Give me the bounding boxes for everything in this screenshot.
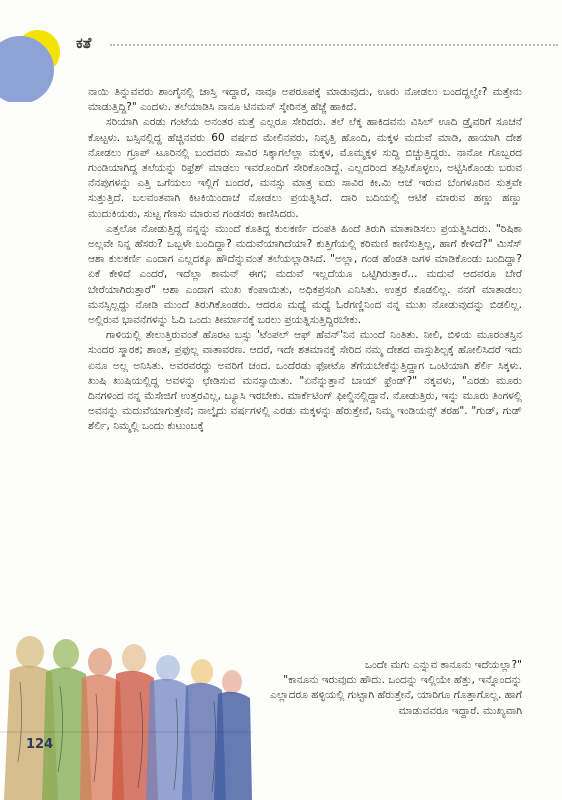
section-label: ಕತೆ xyxy=(76,34,92,52)
story-body-narrow xyxy=(247,658,522,719)
decorative-circles-icon xyxy=(0,22,70,102)
paragraph: ಎತ್ತಲೋ ನೋಡುತ್ತಿದ್ದ ನನ್ನನ್ನು ಮುಂದೆ ಕೂತಿದ್ದ ಕುಲಕರ್ಣಿ ದಂಪತಿ ಹಿಂದೆ ತಿರುಗಿ ಮಾತಾಡಿಸಲು ಪ್ರಯತ್ನಿಸಿದರು. "ರಿಷಿಕಾ ಅಲ್ಲವೇ ನಿನ್ನ ಹೆಸರು? ಒಬ್ಬಳೇ ಬಂದಿದ್ದಾ? ಮದುವೆಯಾಗಿದೆಯಾ? ಕುತ್ತಿಗೆಯಲ್ಲಿ ಕರಿಮಣಿ ಕಾಣಿಸುತ್ತಿಲ್ಲ, ಹಾಗೆ ಕೇಳಿದೆ?" ಮಿಸೆಸ್ ಆಶಾ ಕುಲಕರ್ಣಿ ಎಂದಾಗ ಎಲ್ಲದಕ್ಕೂ ಹೌದೆನ್ನುವಂತೆ ತಲೆಯಲ್ಲಾಡಿಸಿದೆ. "ಅಲ್ಲಾ, ಗಂಡ ಹೆಂಡತಿ ಜಗಳ ಮಾಡಿಕೊಂಡು ಬಂದಿದ್ದಾ? ಏಕೆ ಕೇಳಿದೆ ಎಂದರೆ, ಇದೆಲ್ಲಾ ಕಾಮನ್ ಈಗ; ಮದುವೆ ಇಲ್ಲದೆಯೂ ಒಟ್ಟಿಗಿರುತ್ತಾರೆ... ಮದುವೆ ಆದವರೂ ಬೇರೆ ಬೇರೆಯಾಗಿರುತ್ತಾರೆ" ಆಶಾ ಎಂದಾಗ ಮುಖ ಕೆಂಪಾಯಿತು, ಅಧಿಕಪ್ರಸಂಗಿ ಎನಿಸಿತು. ಉತ್ತರ ಕೊಡಲಿಲ್ಲ. ನನಗೆ ಮಾತಾಡಲು ಮನಸ್ಸಿಲ್ಲದ್ದು ನೋಡಿ ಮುಂದೆ ತಿರುಗಿಕೊಂಡರು. ಆದರೂ ಮಧ್ಯೆ ಮಧ್ಯೆ ಓರೆಗಣ್ಣಿನಿಂದ ನನ್ನ ಮುಖ ನೋಡುವುದನ್ನು ಬಿಡಲಿಲ್ಲ. ಅಲ್ಲಿರುವ ಭಾವನೆಗಳನ್ನು ಓದಿ ಒಂದು ತೀರ್ಮಾನಕ್ಕೆ ಬರಲು ಪ್ರಯತ್ನಿಸುತ್ತಿದ್ದಿರಬೇಕು. xyxy=(88,222,522,327)
paragraph: ಗಾಳಿಯಲ್ಲಿ ತೇಲುತ್ತಿರುವಂತೆ ಹೊರಟ ಬಸ್ಸು 'ಟೆಂಪಲ್ ಆಫ್ ಹೆವನ್'ನಿನ ಮುಂದೆ ನಿಂತಿತು. ನೀಲಿ, ಬಿಳಿಯ ಮೂರಂತಸ್ತಿನ ಸುಂದರ ಸ್ಮಾರಕ; ಶಾಂತ, ಪ್ರಫುಲ್ಲ ವಾತಾವರಣ. ಆದರೆ, ಇದೇ ಶತಮಾನಕ್ಕೆ ಸೇರಿದ ನಮ್ಮ ದೇಶದ ವಾಸ್ತುಶಿಲ್ಪಕ್ಕೆ ಹೋಲಿಸಿದರೆ ಇದು ಏನೂ ಅಲ್ಲ ಅನಿಸಿತು. ಅವರವರದ್ದು ಅವರಿಗೆ ಚಂದ. ಒಂದೆರಡು ಫೋಟೊ ತೆಗೆಯಬೇಕೆನ್ನುತ್ತಿದ್ದಾಗ ಒಂಟಿಯಾಗಿ ಶೆರ್ಲಿ ಸಿಕ್ಕಳು. ಖುಷಿ ಖುಷಿಯಲ್ಲಿದ್ದ ಅವಳನ್ನು ಛೇಡಿಸುವ ಮನಸ್ಸಾಯಿತು. "ಏನೆನ್ನುತ್ತಾನೆ ಬಾಯ್ ಫ್ರೆಂಡ್?" ನಕ್ಕವಳು, "ಎರಡು ಮೂರು ದಿನಗಳಿಂದ ನನ್ನ ಮೆಸೇಜಿಗೆ ಉತ್ತರವಿಲ್ಲ, ಬ್ಯೂಸಿ ಇರಬೇಕು. ಮಾರ್ಕೆಟಿಂಗ್ ಫೀಲ್ಡಿನಲ್ಲಿದ್ದಾನೆ. ನೋಡುತ್ತಿರು, ಇನ್ನು ಮೂರು ತಿಂಗಳಲ್ಲಿ ಅವನನ್ನು ಮದುವೆಯಾಗುತ್ತೇನೆ; ನಾಲ್ಕೈದು ವರ್ಷಗಳಲ್ಲಿ ಎರಡು ಮಕ್ಕಳನ್ನು ಹೆರುತ್ತೇನೆ, ನಿಮ್ಮ ಇಂಡಿಯನ್ಸ್ ತರಹ". "ಗುಡ್, ಗುಡ್ ಶೆರ್ಲಿ, ನಿಮ್ಮಲ್ಲಿ ಒಂದು ಕುಟುಂಬಕ್ಕೆ xyxy=(88,329,522,433)
page-number: 124 xyxy=(26,737,54,752)
crowd-illustration xyxy=(0,612,252,800)
paragraph: ನಾಯಿ ತಿನ್ನುವವರು ಶಾಂಗೈನಲ್ಲಿ ಜಾಸ್ತಿ ಇದ್ದಾರೆ, ನಾವೂ ಅಪರೂಪಕ್ಕೆ ಮಾಡುವುದು, ಊರು ನೋಡಲು ಬಂದದ್ದಲ್ವೇ? ಮತ್ತೇನು ಮಾಡುತ್ತಿದ್ದಿ?" ಎಂದಳು. ತಲೆಯಾಡಿಸಿ ನಾನೂ ಟಿನಮನ್ ಸ್ಕೇರಿನತ್ತ ಹೆಜ್ಜೆ ಹಾಕಿದೆ. xyxy=(88,86,522,114)
paragraph: "ಕಾನೂನು ಇರುವುದು ಹೌದು. ಒಂದನ್ನು ಇಲ್ಲಿಯೇ ಹೆತ್ತು, ಇನ್ನೊಂದನ್ನು ಎಲ್ಲಾದರೂ ಹಳ್ಳಿಯಲ್ಲಿ ಗುಟ್ಟಾಗಿ ಹೆರುತ್ತೇನೆ, ಯಾರಿಗೂ ಗೊತ್ತಾಗೊಲ್ಲ. ಹಾಗೆ ಮಾಡುವವರೂ ಇದ್ದಾರೆ. ಮುಖ್ಯವಾಗಿ xyxy=(270,674,522,717)
paragraph: ಸರಿಯಾಗಿ ಎರಡು ಗಂಟೆಯ ಅನಂತರ ಮತ್ತೆ ಎಲ್ಲರೂ ಸೇರಿದರು. ತಲೆ ಲೆಕ್ಕ ಹಾಕಿದವನು ವಿಸಿಲ್ ಊದಿ ಡ್ರೈವರಿಗೆ ಸೂಚನೆ ಕೊಟ್ಟಳು. ಬಸ್ಸಿನಲ್ಲಿದ್ದ ಹೆಚ್ಚಿನವರು 60 ವರ್ಷದ ಮೇಲಿನವರು, ನಿವೃತ್ತಿ ಹೊಂದಿ, ಮಕ್ಕಳ ಮದುವೆ ಮಾಡಿ, ಹಾಯಾಗಿ ದೇಶ ನೋಡಲು ಗ್ರೂಪ್ ಟೂರಿನಲ್ಲಿ ಬಂದವರು ಸಾವಿರ ಸಿಕ್ಕಾಗಲೆಲ್ಲಾ ಮಕ್ಕಳ, ಮೊಮ್ಮಕ್ಕಳ ಸುದ್ದಿ ಬಿಚ್ಚುತ್ತಿದ್ದರು. ನಾನೋ ಗೊಬ್ಬರದ ಗುಂಡಿಯಾಗಿದ್ದ ತಲೆಯನ್ನು ರಿಫ್ರೆಶ್ ಮಾಡಲು ಇವರೊಂದಿಗೆ ಸೇರಿಕೊಂಡಿದ್ದೆ. ಎಲ್ಲದರಿಂದ ತಪ್ಪಿಸಿಕೊಳ್ಳಲು, ಅಟ್ಟಿಸಿಕೊಂಡು ಬರುವ ನೆನಪುಗಳನ್ನು ಎತ್ತಿ ಒಗೆಯಲು ಇಲ್ಲಿಗೆ ಬಂದರೆ, ಮನಸ್ಸು ಮಾತ್ರ ಐದು ಸಾವಿರ ಕೀ.ಮಿ ಆಚೆ ಇರುವ ಬೆಂಗಳೂರಿನ ಸುತ್ತವೇ ಸುತ್ತುತ್ತಿದೆ. ಬಲವಂತವಾಗಿ ಕಿಟಕಿಯಿಂದಾಚೆ ನೋಡಲು ಪ್ರಯತ್ನಿಸಿದೆ. ದಾರಿ ಬದಿಯಲ್ಲಿ ಆಟಿಕೆ ಮಾರುವ ಹಣ್ಣು ಹಣ್ಣು ಮುದುಕಿಯರು, ಸುಟ್ಟ ಗೆಣಸು ಮಾರುವ ಗಂಡಸರು ಕಾಣಿಸಿದರು. xyxy=(88,116,522,220)
story-body xyxy=(88,85,522,435)
paragraph: ಒಂದೇ ಮಗು ಎನ್ನುವ ಕಾನೂನು ಇದೆಯಲ್ಲಾ?" xyxy=(364,659,522,671)
header-divider xyxy=(110,44,558,46)
